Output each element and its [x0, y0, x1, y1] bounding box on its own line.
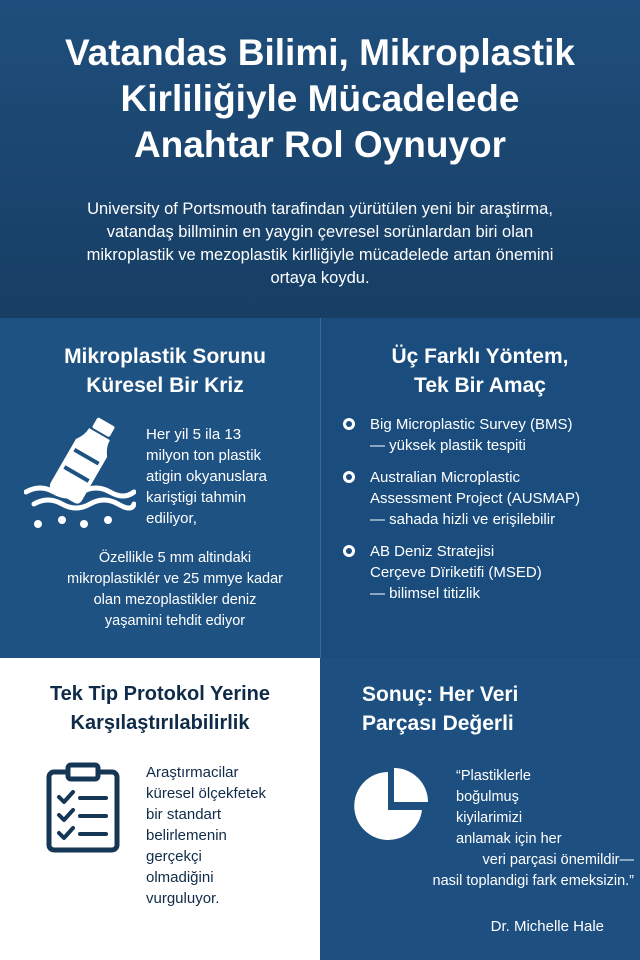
- text-line: kariştigi tahmin: [146, 489, 247, 506]
- title-line: Vatandas Bilimi, Mikroplastik: [65, 32, 575, 73]
- panel-title-line: Parçası Değerli: [362, 712, 514, 735]
- method-line: — yüksek plastik tespiti: [370, 437, 526, 454]
- protocol-text: [146, 762, 316, 909]
- quote-line: anlamak için her: [456, 831, 562, 847]
- bullet-icon: [343, 418, 355, 430]
- panel-conclusion-title: [362, 680, 602, 738]
- text-line: olmadiğini: [146, 869, 214, 886]
- panel-title-line: Sonuç: Her Veri: [362, 683, 519, 706]
- panel-methods-title: [335, 342, 625, 400]
- text-line: mikroplastiklér ve 25 mmye kadar: [67, 571, 283, 587]
- problem-detail-text: [30, 548, 320, 632]
- text-line: küresel ölçekfetek: [146, 785, 267, 802]
- panel-title-line: Mikroplastik Sorunu: [64, 345, 266, 368]
- conclusion-quote: [366, 766, 634, 892]
- text-line: ediliyor,: [146, 510, 197, 527]
- panel-problem-title: [20, 342, 310, 400]
- intro-line: mikroplastik ve mezoplastik kirlliğiyle mücadelede artan önemini: [86, 246, 554, 264]
- intro-line: vatandaş billminin en yaygin çevresel sorünlardan biri olan: [106, 223, 534, 241]
- intro-line: University of Portsmouth tarafindan yürütülen yeni bir araştirma,: [87, 200, 553, 218]
- text-line: Araştırmacilar: [146, 764, 239, 781]
- quote-line: kiyilarimizi: [456, 810, 523, 826]
- intro-paragraph: [36, 198, 604, 290]
- method-line: AB Deniz Stratejisi: [370, 543, 495, 560]
- method-line: Australian Microplastic: [370, 469, 521, 486]
- page-title: [20, 30, 620, 168]
- panel-title-line: Üç Farklı Yöntem,: [391, 345, 569, 368]
- title-line: Kirliliğiyle Mücadelede: [120, 78, 520, 119]
- method-item: [370, 467, 630, 530]
- text-line: gerçekçi: [146, 848, 202, 865]
- text-line: Özellikle 5 mm altindaki: [98, 550, 252, 566]
- bottle-in-water-icon: [24, 416, 136, 532]
- quote-line: boğulmuş: [456, 789, 519, 805]
- quote-line: “Plastiklerle: [456, 768, 531, 784]
- title-line: Anahtar Rol Oynuyor: [133, 124, 507, 165]
- clipboard-checklist-icon: [44, 762, 122, 854]
- method-item: [370, 541, 630, 604]
- method-line: Big Microplastic Survey (BMS): [370, 416, 573, 433]
- quote-author: Dr. Michelle Hale: [490, 918, 604, 935]
- text-line: olan mezoplastikler deniz: [93, 592, 257, 608]
- quote-line: veri parçasi önemildir—: [482, 852, 634, 868]
- text-line: yaşamini tehdit ediyor: [104, 613, 246, 629]
- panel-title-line: Tek Tip Protokol Yerine: [49, 683, 271, 705]
- method-item: [370, 414, 630, 456]
- method-line: Cerçeve Dïriketifi (MSED): [370, 564, 542, 581]
- panel-title-line: Küresel Bir Kriz: [86, 374, 244, 397]
- panel-title-line: Tek Bir Amaç: [414, 374, 546, 397]
- panel-title-line: Karşılaştırılabilirlik: [70, 712, 250, 734]
- text-line: milyon ton plastik: [146, 447, 262, 464]
- panel-protocol-title: [10, 680, 310, 738]
- bullet-icon: [343, 545, 355, 557]
- text-line: atigin okyanuslara: [146, 468, 267, 485]
- text-line: bir standart: [146, 806, 222, 823]
- bullet-icon: [343, 471, 355, 483]
- text-line: Her yil 5 ila 13: [146, 426, 242, 443]
- method-line: — bilimsel titizlik: [370, 585, 481, 602]
- text-line: vurguluyor.: [146, 890, 220, 907]
- intro-line: ortaya koydu.: [270, 269, 370, 287]
- text-line: belirlemenin: [146, 827, 227, 844]
- problem-stat-text: [146, 424, 316, 529]
- method-line: Assessment Project (AUSMAP): [370, 490, 581, 507]
- method-line: — sahada hizli ve erişilebilir: [370, 511, 556, 528]
- quote-line: nasil toplandigi fark emeksizin.”: [432, 873, 634, 889]
